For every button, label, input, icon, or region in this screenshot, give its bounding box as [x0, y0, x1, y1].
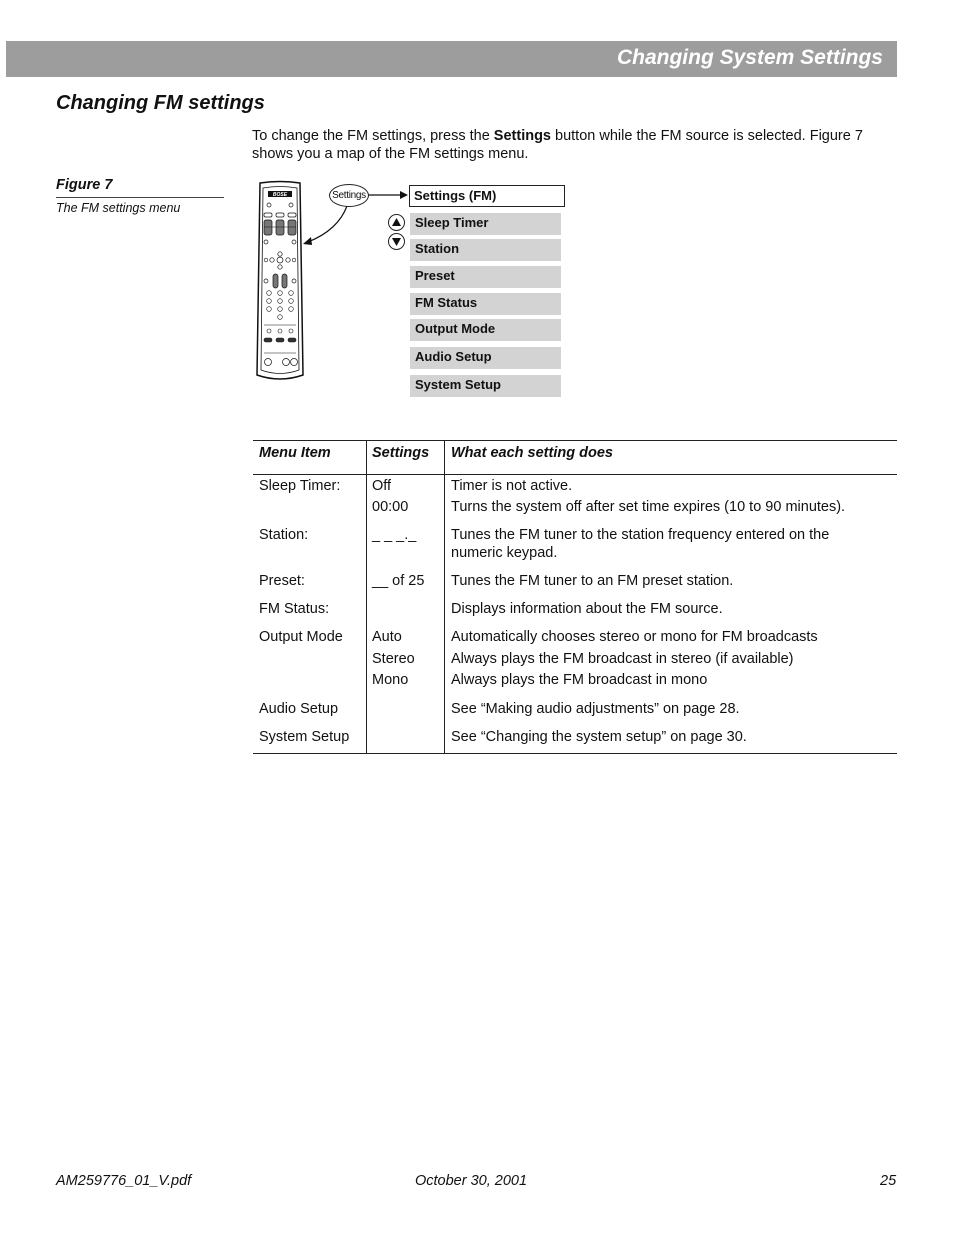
intro-paragraph: [252, 127, 902, 163]
menu-item-station: Station: [410, 239, 561, 261]
table-cell-desc: Automatically chooses stereo or mono for FM broadcasts: [451, 629, 818, 645]
table-cell-setting: Stereo: [372, 651, 415, 667]
menu-item-output-mode: Output Mode: [410, 319, 561, 341]
table-cell-desc: numeric keypad.: [451, 545, 558, 561]
intro-text-before: To change the FM settings, press the: [252, 128, 494, 144]
table-cell-item: Station:: [259, 527, 309, 543]
table-cell-desc: Tunes the FM tuner to the station frequency entered on the: [451, 527, 830, 543]
settings-button-icon: Settings: [329, 184, 369, 207]
table-cell-desc: Timer is not active.: [451, 478, 573, 494]
table-cell-item: Audio Setup: [259, 701, 339, 717]
table-cell-desc: See “Changing the system setup” on page 30.: [451, 729, 747, 745]
table-cell-item: Preset:: [259, 573, 305, 589]
table-cell-setting: Mono: [372, 672, 409, 688]
remote-control-icon: [255, 180, 305, 385]
table-divider: [444, 440, 445, 753]
table-cell-item: Output Mode: [259, 629, 343, 645]
table-divider: [366, 440, 367, 753]
table-cell-desc: Turns the system off after set time expires (10 to 90 minutes).: [451, 499, 846, 515]
table-cell-desc: See “Making audio adjustments” on page 28.: [451, 701, 740, 717]
menu-item-system-setup: System Setup: [410, 375, 561, 397]
remote-brand: BOSE: [272, 192, 288, 198]
table-cell-desc: Tunes the FM tuner to an FM preset station.: [451, 573, 734, 589]
menu-item-fm-status: FM Status: [410, 293, 561, 315]
table-cell-desc: Always plays the FM broadcast in stereo (if available): [451, 651, 794, 667]
figure-label: Figure 7: [56, 177, 224, 198]
table-cell-setting: __ of 25: [372, 573, 425, 589]
table-cell-setting: 00:00: [372, 499, 409, 515]
figure-caption: The FM settings menu: [56, 201, 181, 215]
header-title: Changing System Settings: [616, 46, 883, 69]
table-cell-desc: Always plays the FM broadcast in mono: [451, 672, 708, 688]
table-cell-setting: Off: [372, 478, 392, 494]
up-arrow-icon: [388, 214, 405, 231]
footer-date: October 30, 2001: [415, 1173, 528, 1189]
table-cell-setting: _ _ _._: [372, 527, 417, 543]
footer-page-number: 25: [880, 1173, 897, 1189]
table-header-settings: Settings: [372, 445, 430, 461]
table-cell-item: FM Status:: [259, 601, 330, 617]
intro-text-bold: Settings: [493, 128, 551, 144]
section-title: Changing FM settings: [56, 92, 265, 114]
table-cell-item: System Setup: [259, 729, 350, 745]
intro-text-after: button while the FM source is selected. Figure 7 shows you a map of the FM settings menu.: [252, 128, 863, 162]
footer-filename: AM259776_01_V.pdf: [56, 1173, 192, 1189]
menu-item-audio-setup: Audio Setup: [410, 347, 561, 369]
table-cell-setting: Auto: [372, 629, 402, 645]
table-cell-item: Sleep Timer:: [259, 478, 341, 494]
table-cell-desc: Displays information about the FM source.: [451, 601, 723, 617]
header-bar: [6, 41, 897, 77]
menu-item-sleep-timer: Sleep Timer: [410, 213, 561, 235]
down-arrow-icon: [388, 233, 405, 250]
table-header-divider: [253, 474, 897, 475]
table-header-description: What each setting does: [451, 445, 613, 461]
table-header-menu-item: Menu Item: [259, 445, 331, 461]
menu-head-settings-fm: Settings (FM): [409, 185, 565, 207]
menu-item-preset: Preset: [410, 266, 561, 288]
